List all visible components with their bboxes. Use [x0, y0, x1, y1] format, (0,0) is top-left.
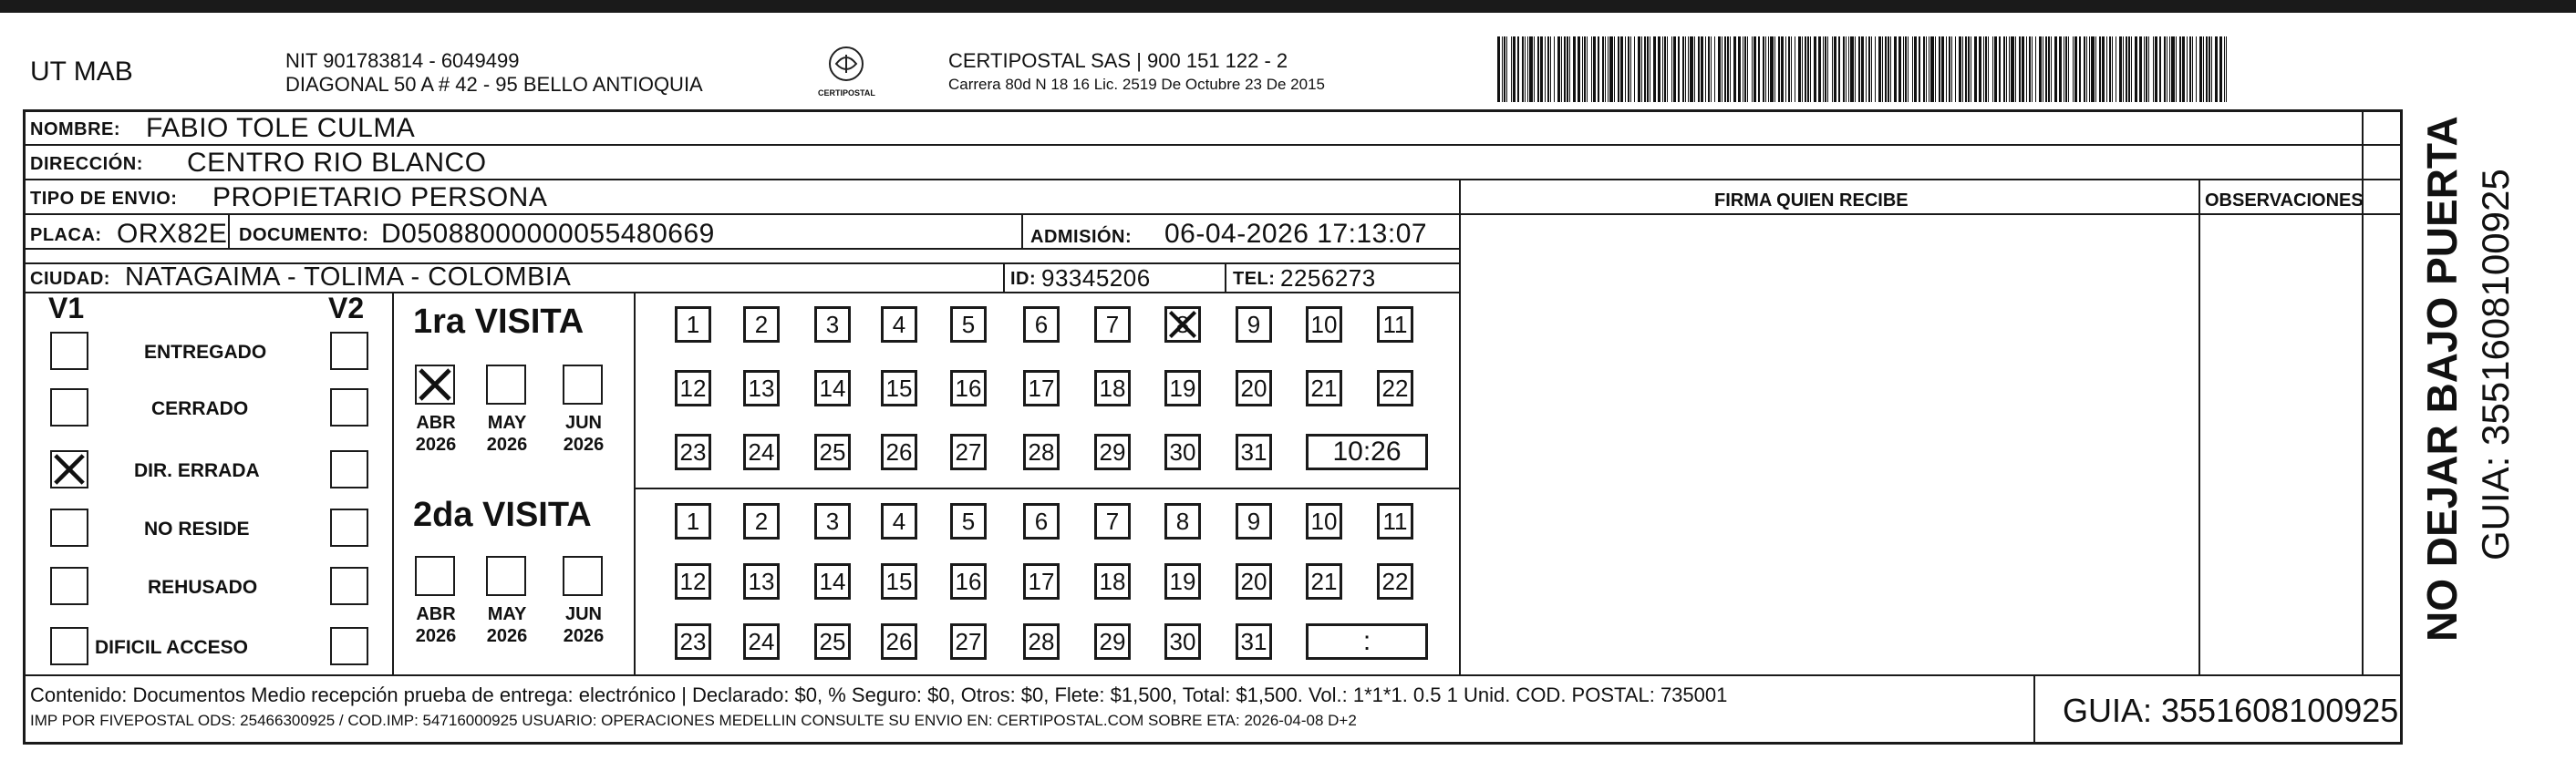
visit1-day-3[interactable]: 3 — [814, 306, 851, 343]
visit1-day-6[interactable]: 6 — [1023, 306, 1060, 343]
visit2-day-7[interactable]: 7 — [1094, 503, 1131, 540]
visit1-day-20[interactable]: 20 — [1236, 370, 1272, 406]
side-warning: NO DEJAR BAJO PUERTA — [2418, 116, 2466, 642]
visit2-day-8[interactable]: 8 — [1164, 503, 1201, 540]
visit2-day-30[interactable]: 30 — [1164, 623, 1201, 660]
visit2-day-10[interactable]: 10 — [1306, 503, 1342, 540]
direccion-label: DIRECCIÓN: — [30, 154, 143, 174]
visit1-day-27[interactable]: 27 — [950, 434, 987, 470]
company-address: DIAGONAL 50 A # 42 - 95 BELLO ANTIOQUIA — [285, 73, 703, 96]
status-label-6: DIFICIL ACCESO — [95, 637, 249, 658]
visit1-day-16[interactable]: 16 — [950, 370, 987, 406]
company-nit: NIT 901783814 - 6049499 — [285, 49, 520, 72]
tipo-envio-label: TIPO DE ENVIO: — [30, 189, 178, 209]
city: NATAGAIMA - TOLIMA - COLOMBIA — [125, 262, 572, 292]
placa-label: PLACA: — [30, 225, 102, 245]
visit2-day-28[interactable]: 28 — [1023, 623, 1060, 660]
visit1-month-label: ABR — [416, 413, 456, 433]
visit1-day-22[interactable]: 22 — [1377, 370, 1413, 406]
print-details: IMP POR FIVEPOSTAL ODS: 25466300925 / COD.IMP: 54716000925 USUARIO: OPERACIONES MEDELLIN CONSULTE SU ENVIO EN: CERTIPOSTAL.COM SOBRE ETA: 2026-04-08 D+2 — [30, 712, 1357, 729]
visit2-month-box-may[interactable] — [486, 556, 526, 596]
visit2-day-26[interactable]: 26 — [881, 623, 917, 660]
visit2-day-29[interactable]: 29 — [1094, 623, 1131, 660]
visit1-year-label: 2026 — [563, 435, 605, 455]
visit2-day-27[interactable]: 27 — [950, 623, 987, 660]
visit2-day-2[interactable]: 2 — [743, 503, 780, 540]
visit2-time-box[interactable]: : — [1306, 623, 1428, 660]
visit1-day-8-number: 8 — [1175, 311, 1190, 338]
visit2-day-17[interactable]: 17 — [1023, 563, 1060, 600]
visit2-day-4[interactable]: 4 — [881, 503, 917, 540]
visit1-month-box-abr[interactable] — [415, 365, 455, 405]
documento-label: DOCUMENTO: — [239, 225, 369, 245]
visit1-day-15[interactable]: 15 — [881, 370, 917, 406]
visit1-day-28[interactable]: 28 — [1023, 434, 1060, 470]
visit1-day-24[interactable]: 24 — [743, 434, 780, 470]
certipostal-info: CERTIPOSTAL SAS | 900 151 122 - 2 — [948, 49, 1288, 72]
visit2-title: 2da VISITA — [413, 496, 592, 534]
visit1-day-11[interactable]: 11 — [1377, 306, 1413, 343]
visit1-day-18[interactable]: 18 — [1094, 370, 1131, 406]
visit1-day-19[interactable]: 19 — [1164, 370, 1201, 406]
visit2-year-label: 2026 — [563, 626, 605, 646]
v1-header: V1 — [48, 292, 85, 324]
visit2-day-3[interactable]: 3 — [814, 503, 851, 540]
visit2-month-label: ABR — [416, 604, 456, 624]
ciudad-label: CIUDAD: — [30, 269, 110, 289]
visit1-day-29[interactable]: 29 — [1094, 434, 1131, 470]
visit1-day-13[interactable]: 13 — [743, 370, 780, 406]
recipient-name: FABIO TOLE CULMA — [146, 113, 416, 143]
visit2-day-14[interactable]: 14 — [814, 563, 851, 600]
visit1-day-8[interactable] — [1164, 306, 1201, 343]
v2-checkbox-2[interactable] — [330, 388, 368, 427]
phone-number: 2256273 — [1280, 264, 1376, 292]
v1-checkbox-2[interactable] — [50, 388, 88, 427]
visit1-day-12[interactable]: 12 — [675, 370, 711, 406]
visit2-day-19[interactable]: 19 — [1164, 563, 1201, 600]
logo-text: CERTIPOSTAL — [818, 88, 875, 98]
v1-checkbox-5[interactable] — [50, 567, 88, 605]
admission-datetime: 06-04-2026 17:13:07 — [1164, 219, 1428, 249]
visit2-day-12[interactable]: 12 — [675, 563, 711, 600]
id-number: 93345206 — [1041, 264, 1151, 292]
certipostal-seal-icon — [814, 44, 878, 91]
certipostal-license: Carrera 80d N 18 16 Lic. 2519 De Octubre 23 De 2015 — [948, 76, 1325, 93]
status-label-1: ENTREGADO — [144, 342, 267, 363]
visit1-time-box[interactable]: 10:26 — [1306, 434, 1428, 470]
v2-header: V2 — [328, 292, 365, 324]
visit1-month-box-jun[interactable] — [563, 365, 603, 405]
v1-checkbox-3[interactable] — [50, 450, 88, 488]
firma-header: FIRMA QUIEN RECIBE — [1714, 190, 1909, 211]
status-label-5: REHUSADO — [148, 577, 258, 598]
visit1-day-7[interactable]: 7 — [1094, 306, 1131, 343]
top-edge-bar — [0, 0, 2576, 13]
visit2-year-label: 2026 — [415, 626, 457, 646]
visit1-day-25[interactable]: 25 — [814, 434, 851, 470]
content-details: Contenido: Documentos Medio recepción prueba de entrega: electrónico | Declarado: $0, % Seguro: $0, Otros: $0, Flete: $1,500, Total: $1,500. Vol.: 1*1*1. 0.5 1 Unid. COD. POSTAL: 735001 — [30, 684, 1728, 706]
visit2-day-13[interactable]: 13 — [743, 563, 780, 600]
v2-checkbox-4[interactable] — [330, 509, 368, 547]
document-number: D05088000000055480669 — [381, 219, 715, 249]
visit2-day-15[interactable]: 15 — [881, 563, 917, 600]
visit2-year-label: 2026 — [486, 626, 528, 646]
visit2-day-11[interactable]: 11 — [1377, 503, 1413, 540]
visit2-day-18[interactable]: 18 — [1094, 563, 1131, 600]
visit1-day-23[interactable]: 23 — [675, 434, 711, 470]
visit2-month-label: JUN — [564, 604, 602, 624]
visit1-title: 1ra VISITA — [413, 303, 585, 341]
visit2-month-box-abr[interactable] — [415, 556, 455, 596]
visit1-day-31[interactable]: 31 — [1236, 434, 1272, 470]
visit2-day-6[interactable]: 6 — [1023, 503, 1060, 540]
visit2-day-25[interactable]: 25 — [814, 623, 851, 660]
visit2-day-23[interactable]: 23 — [675, 623, 711, 660]
visit2-day-1[interactable]: 1 — [675, 503, 711, 540]
barcode — [1497, 36, 2227, 102]
visit1-day-4[interactable]: 4 — [881, 306, 917, 343]
id-label: ID: — [1010, 269, 1037, 289]
visit2-day-22[interactable]: 22 — [1377, 563, 1413, 600]
admision-label: ADMISIÓN: — [1030, 227, 1133, 247]
plate-number: ORX82E — [117, 219, 228, 249]
certipostal-logo — [814, 44, 878, 104]
visit1-day-5[interactable]: 5 — [950, 306, 987, 343]
visit1-month-label: MAY — [487, 413, 527, 433]
nombre-label: NOMBRE: — [30, 119, 121, 139]
visit1-day-21[interactable]: 21 — [1306, 370, 1342, 406]
visit2-day-31[interactable]: 31 — [1236, 623, 1272, 660]
visit2-day-16[interactable]: 16 — [950, 563, 987, 600]
visit1-day-10[interactable]: 10 — [1306, 306, 1342, 343]
shipping-type: PROPIETARIO PERSONA — [212, 182, 548, 212]
status-label-4: NO RESIDE — [144, 519, 250, 540]
observaciones-header: OBSERVACIONES — [2205, 190, 2364, 211]
tel-label: TEL: — [1233, 269, 1276, 289]
v2-checkbox-3[interactable] — [330, 450, 368, 488]
visit1-day-26[interactable]: 26 — [881, 434, 917, 470]
visit1-month-label: JUN — [564, 413, 602, 433]
guia-number: GUIA: 3551608100925 — [2063, 692, 2399, 729]
visit1-day-1[interactable]: 1 — [675, 306, 711, 343]
visit1-month-box-may[interactable] — [486, 365, 526, 405]
v2-checkbox-5[interactable] — [330, 567, 368, 605]
visit2-month-box-jun[interactable] — [563, 556, 603, 596]
v1-checkbox-1[interactable] — [50, 332, 88, 370]
visit1-day-9[interactable]: 9 — [1236, 306, 1272, 343]
visit2-day-5[interactable]: 5 — [950, 503, 987, 540]
visit2-day-9[interactable]: 9 — [1236, 503, 1272, 540]
status-label-3: DIR. ERRADA — [134, 460, 260, 481]
company-name: UT MAB — [30, 57, 133, 87]
v2-checkbox-1[interactable] — [330, 332, 368, 370]
recipient-address: CENTRO RIO BLANCO — [187, 148, 487, 178]
visit1-day-2[interactable]: 2 — [743, 306, 780, 343]
visit1-year-label: 2026 — [486, 435, 528, 455]
status-label-2: CERRADO — [151, 398, 249, 419]
visit2-day-21[interactable]: 21 — [1306, 563, 1342, 600]
side-guia: GUIA: 3551608100925 — [2474, 169, 2517, 560]
v1-checkbox-4[interactable] — [50, 509, 88, 547]
visit1-day-17[interactable]: 17 — [1023, 370, 1060, 406]
visit2-day-20[interactable]: 20 — [1236, 563, 1272, 600]
visit2-day-24[interactable]: 24 — [743, 623, 780, 660]
v2-checkbox-6[interactable] — [330, 627, 368, 665]
visit1-day-30[interactable]: 30 — [1164, 434, 1201, 470]
visit1-day-14[interactable]: 14 — [814, 370, 851, 406]
visit1-year-label: 2026 — [415, 435, 457, 455]
v1-checkbox-6[interactable] — [50, 627, 88, 665]
visit2-month-label: MAY — [487, 604, 527, 624]
